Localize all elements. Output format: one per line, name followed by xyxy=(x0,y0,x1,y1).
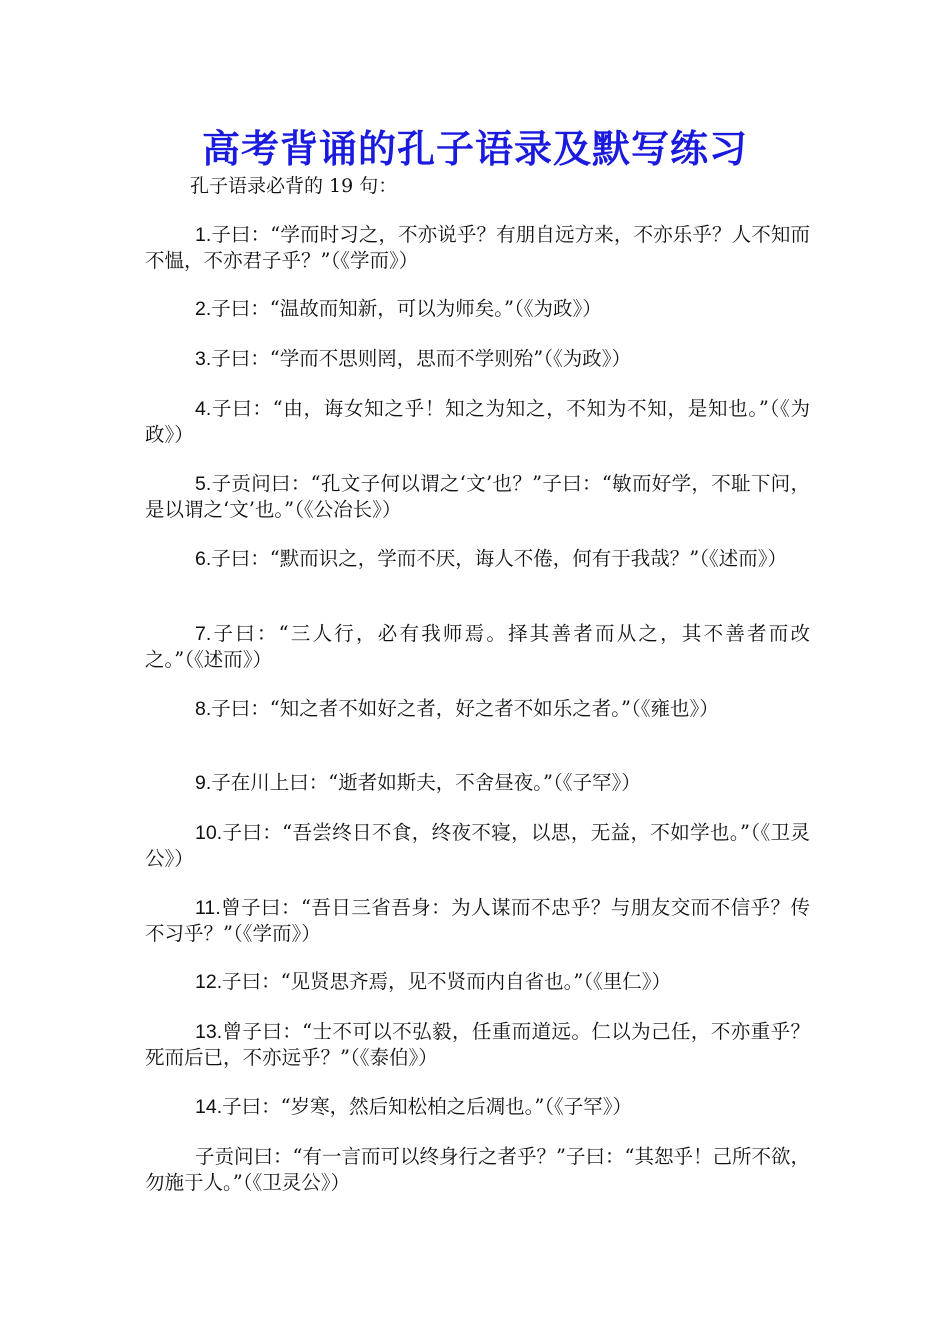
quote-paragraph xyxy=(145,546,810,572)
quote-paragraph xyxy=(145,770,810,796)
quote-paragraph xyxy=(145,696,810,722)
quote-number: 9. xyxy=(195,772,212,794)
quote-text: 子在川上曰：“逝者如斯夫，不舍昼夜。”（《子罕》） xyxy=(211,771,641,794)
quote-paragraph xyxy=(145,1094,810,1120)
quote-text: 子贡问曰：“有一言而可以终身行之者乎？”子曰：“其恕乎！己所不欲，勿施于人。”（《卫灵公》） xyxy=(145,1145,810,1194)
quote-number: 7. xyxy=(195,623,212,645)
quote-text: 曾子曰：“士不可以不弘毅，任重而道远。仁以为己任，不亦重乎？死而后已，不亦远乎？”（《泰伯》） xyxy=(145,1020,810,1069)
quote-number: 10. xyxy=(195,822,223,844)
quote-text: 子曰：“吾尝终日不食，终夜不寝，以思，无益，不如学也。”（《卫灵公》） xyxy=(145,821,810,870)
quote-text: 子曰：“学而时习之，不亦说乎？有朋自远方来，不亦乐乎？人不知而不愠，不亦君子乎？”（《学而》） xyxy=(145,223,810,272)
quote-paragraph xyxy=(145,346,810,372)
quote-text: 子曰：“知之者不如好之者，好之者不如乐之者。”（《雍也》） xyxy=(211,697,719,720)
quote-paragraph xyxy=(145,296,810,322)
quote-paragraph xyxy=(145,1144,810,1195)
quote-text: 子贡问曰：“孔文子何以谓之‘文’也？”子曰：“敏而好学，不耻下问，是以谓之‘文’也。”（《公冶长》） xyxy=(145,472,810,521)
quote-number: 3. xyxy=(195,348,212,370)
subtitle: 孔子语录必背的 19 句： xyxy=(190,175,398,197)
quote-number: 8. xyxy=(195,698,212,720)
quote-number: 6. xyxy=(195,548,212,570)
quote-number: 14. xyxy=(195,1096,223,1118)
quote-text: 子曰：“温故而知新，可以为师矣。”（《为政》） xyxy=(211,297,602,320)
quote-number: 13. xyxy=(195,1021,223,1043)
quote-number: 1. xyxy=(195,224,212,246)
quote-paragraph xyxy=(145,222,810,273)
quote-text: 子曰：“三人行，必有我师焉。择其善者而从之，其不善者而改之。”（《述而》） xyxy=(145,622,810,671)
quote-text: 子曰：“默而识之，学而不厌，诲人不倦，何有于我哉？”（《述而》） xyxy=(211,547,787,570)
quote-paragraph xyxy=(145,820,810,871)
quote-text: 子曰：“岁寒，然后知松柏之后凋也。”（《子罕》） xyxy=(222,1095,633,1118)
quote-paragraph xyxy=(145,895,810,946)
quote-number: 2. xyxy=(195,298,212,320)
quote-number: 11. xyxy=(195,897,221,919)
quote-paragraph xyxy=(145,396,810,447)
quote-paragraph xyxy=(145,1019,810,1070)
page-title: 高考背诵的孔子语录及默写练习 xyxy=(201,126,748,171)
quote-number: 4. xyxy=(195,398,212,420)
quote-paragraph xyxy=(145,621,810,672)
quote-number: 5. xyxy=(195,473,212,495)
quote-paragraph xyxy=(145,471,810,522)
quote-text: 曾子曰：“吾日三省吾身：为人谋而不忠乎？与朋友交而不信乎？传不习乎？”（《学而》） xyxy=(145,896,810,945)
quote-number: 12. xyxy=(195,971,223,993)
quote-text: 子曰：“见贤思齐焉，见不贤而内自省也。”（《里仁》） xyxy=(222,970,672,993)
quote-text: 子曰：“由，诲女知之乎！知之为知之，不知为不知，是知也。”（《为政》） xyxy=(145,397,810,446)
quote-paragraph xyxy=(145,969,810,995)
quote-text: 子曰：“学而不思则罔，思而不学则殆”（《为政》） xyxy=(211,347,631,370)
